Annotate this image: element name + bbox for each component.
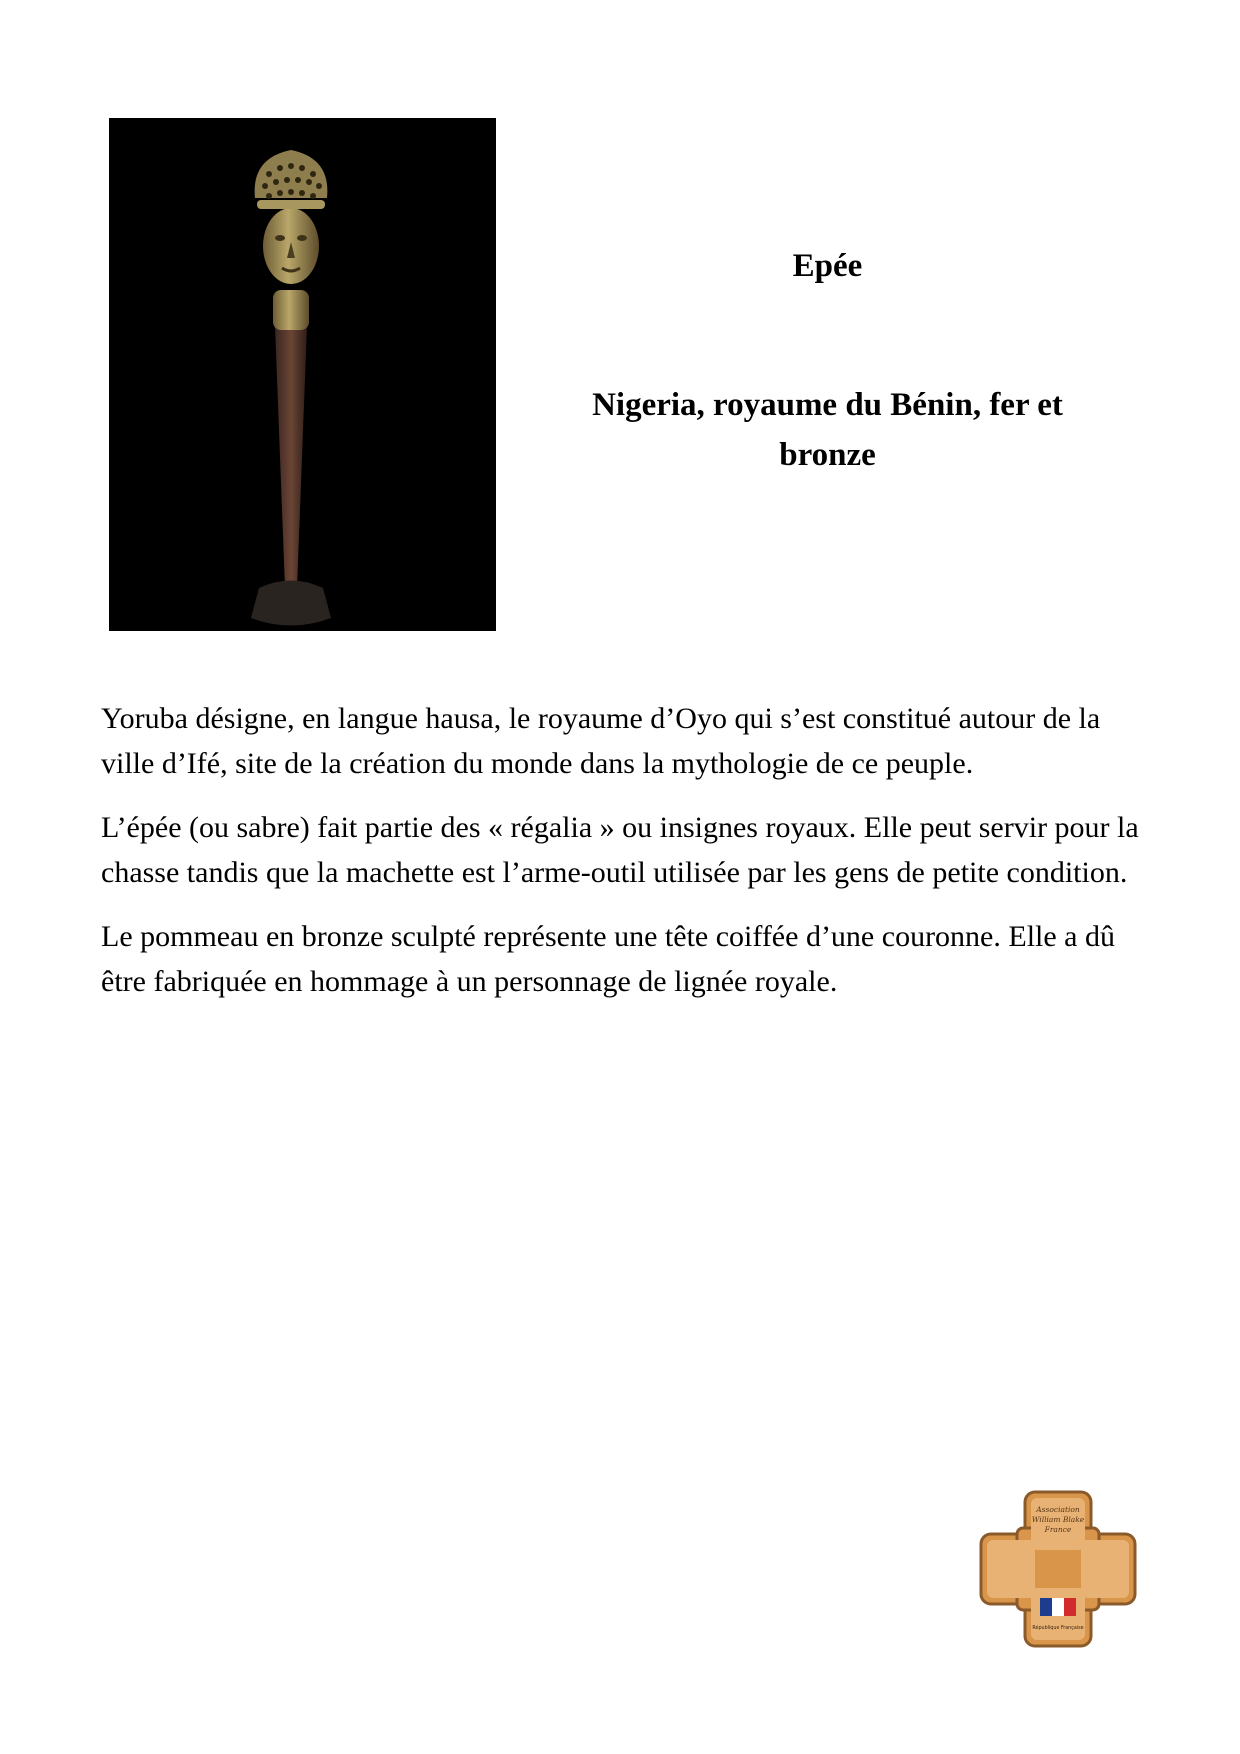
document-subtitle: Nigeria, royaume du Bénin, fer et bronze [592, 387, 1063, 473]
paragraph: Le pommeau en bronze sculpté représente une tête coiffée d’une couronne. Elle a dû être fabriquée en hommage à un personnage de lignée royale. [101, 920, 1115, 998]
stamp-line-1: Association [1036, 1505, 1080, 1514]
stamp-footer: République Française [1032, 1626, 1084, 1631]
flag-icon [1040, 1598, 1076, 1616]
stamp-line-2: William Blake [1031, 1515, 1085, 1524]
stamp-line-3: France [1044, 1525, 1072, 1534]
sword-photo [109, 118, 496, 631]
paragraph: Yoruba désigne, en langue hausa, le royaume d’Oyo qui s’est constitué autour de la ville d’Ifé, site de la création du monde dans la mythologie de ce peuple. [101, 702, 1101, 780]
association-stamp [977, 1488, 1139, 1650]
paragraph: L’épée (ou sabre) fait partie des « régalia » ou insignes royaux. Elle peut servir pour la chasse tandis que la machette est l’arme-outil utilisée par les gens de petite condition. [101, 811, 1139, 889]
document-title: Epée [792, 248, 863, 284]
body-text [101, 697, 1161, 1024]
